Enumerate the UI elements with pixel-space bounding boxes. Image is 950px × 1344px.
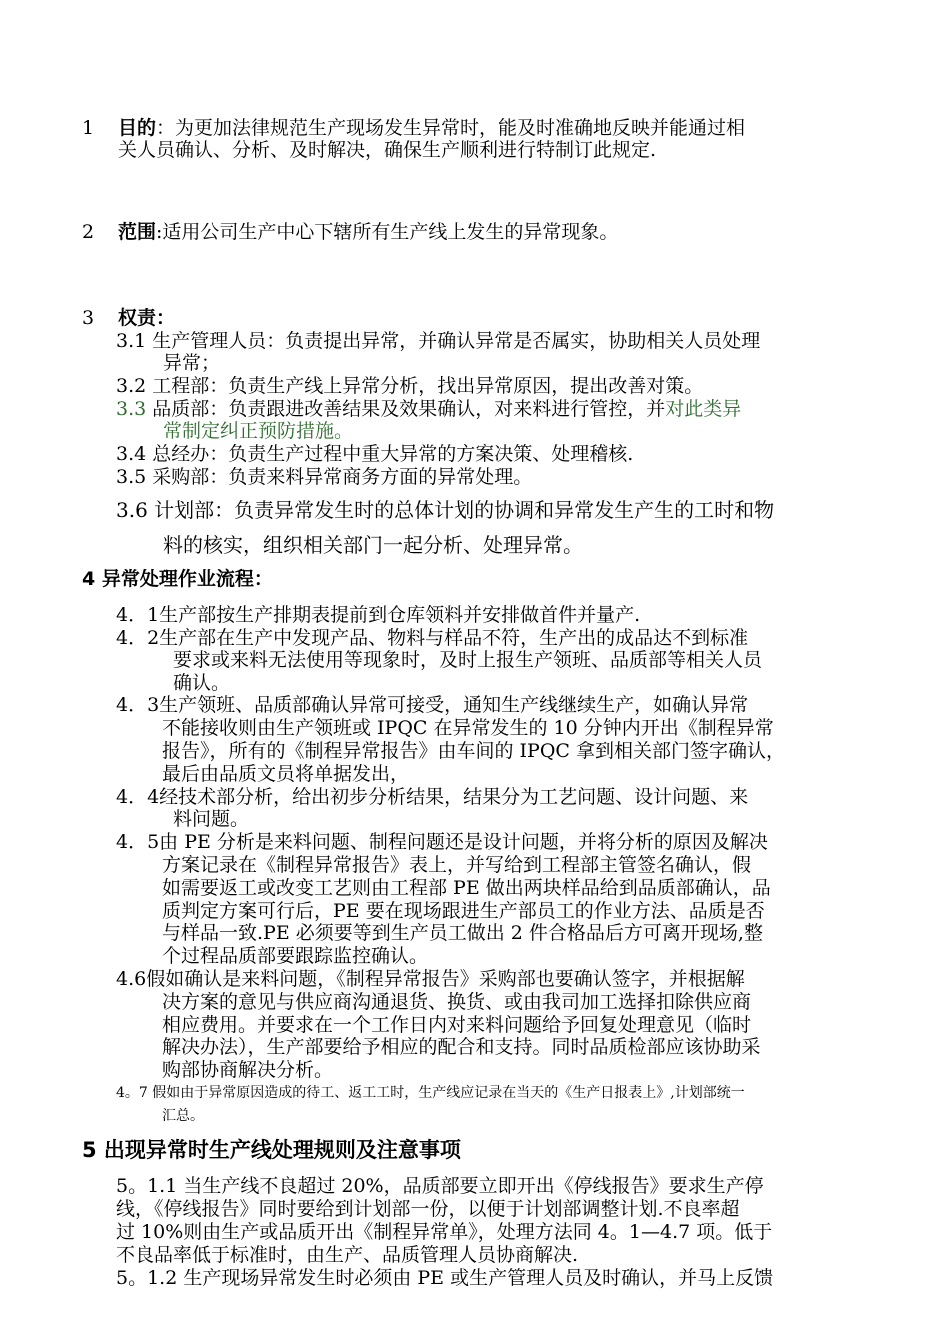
section-5-heading: 5 出现异常时生产线处理规则及注意事项 — [82, 1138, 461, 1162]
step-4-1: 4．1生产部按生产排期表提前到仓库领料并安排做首件并量产. — [116, 604, 641, 626]
item-3-3-number: 3.3 — [116, 398, 147, 420]
step-4-5-line-3: 如需要返工或改变工艺则由工程部 PE 做出两块样品给到品质部确认，品 — [162, 877, 771, 899]
item-3-3-text-end: 对此类异 — [665, 398, 742, 420]
step-4-6-line-2: 决方案的意见与供应商沟通退货、换货、或由我司加工选择扣除供应商 — [162, 991, 752, 1013]
section-4-heading: 4 异常处理作业流程： — [82, 568, 273, 590]
item-3-3-text: 品质部：负责跟进改善结果及效果确认，对来料进行管控，并 — [146, 398, 666, 420]
item-3-6-line-1: 3.6 计划部：负责异常发生时的总体计划的协调和异常发生产生的工时和物 — [116, 498, 775, 522]
step-4-7-line-2: 汇总。 — [162, 1108, 204, 1124]
rule-5-1-2-line-1: 5。1.2 生产现场异常发生时必须由 PE 或生产管理人员及时确认，并马上反馈 — [116, 1267, 774, 1289]
rule-5-1-1-line-1: 5。1.1 当生产线不良超过 20%，品质部要立即开出《停线报告》要求生产停 — [116, 1175, 764, 1197]
item-3-1-line-2: 异常； — [163, 352, 221, 374]
item-3-6-line-2: 料的核实，组织相关部门一起分析、处理异常。 — [163, 533, 583, 557]
rule-5-1-1-line-2: 线，《停线报告》同时要给到计划部一份，以便于计划部调整计划.不良率超 — [116, 1198, 740, 1220]
step-4-6-line-3: 相应费用。并要求在一个工作日内对来料问题给予回复处理意见（临时 — [162, 1014, 752, 1036]
step-4-5-line-6: 个过程品质部要跟踪监控确认。 — [162, 945, 429, 967]
item-3-4: 3.4 总经办：负责生产过程中重大异常的方案决策、处理稽核. — [116, 443, 634, 465]
step-4-7-line-1: 4。7 假如由于异常原因造成的待工、返工工时，生产线应记录在当天的《生产日报表上》,计划部统一 — [116, 1085, 745, 1101]
step-4-3-line-1: 4．3生产领班、品质部确认异常可接受，通知生产线继续生产，如确认异常 — [116, 694, 749, 716]
section-3-number: 3 — [82, 307, 95, 329]
item-3-2: 3.2 工程部：负责生产线上异常分析，找出异常原因，提出改善对策。 — [116, 375, 704, 397]
rule-5-1-1-line-4: 不良品率低于标准时，由生产、品质管理人员协商解决. — [116, 1244, 579, 1266]
step-4-6-line-4: 解决办法），生产部要给予相应的配合和支持。同时品质检部应该协助采 — [162, 1036, 761, 1058]
section-2-title: 范围 — [118, 221, 157, 243]
step-4-6-line-1: 4.6假如确认是来料问题，《制程异常报告》采购部也要确认签字，并根据解 — [116, 968, 745, 990]
item-3-1-line-1: 3.1 生产管理人员：负责提出异常，并确认异常是否属实，协助相关人员处理 — [116, 330, 761, 352]
step-4-3-line-3: 报告》，所有的《制程异常报告》由车间的 IPQC 拿到相关部门签字确认， — [162, 740, 785, 762]
step-4-5-line-4: 质判定方案可行后，PE 要在现场跟进生产部员工的作业方法、品质是否 — [162, 900, 765, 922]
section-2-text: :适用公司生产中心下辖所有生产线上发生的异常现象。 — [156, 221, 619, 243]
section-1-number: 1 — [82, 117, 95, 139]
section-2-number: 2 — [82, 221, 95, 243]
step-4-5-line-2: 方案记录在《制程异常报告》表上，并写给到工程部主管签名确认，假 — [162, 854, 752, 876]
step-4-5-line-1: 4．5由 PE 分析是来料问题、制程问题还是设计问题，并将分析的原因及解决 — [116, 831, 768, 853]
item-3-3-line-2: 常制定纠正预防措施。 — [163, 420, 354, 442]
section-1-text-1: ：为更加法律规范生产现场发生异常时，能及时准确地反映并能通过相 — [156, 117, 746, 139]
section-1-line-2: 关人员确认、分析、及时解决，确保生产顺利进行特制订此规定. — [118, 139, 657, 161]
step-4-3-line-2: 不能接收则由生产领班或 IPQC 在异常发生的 10 分钟内开出《制程异常 — [162, 717, 774, 739]
step-4-2-line-3: 确认。 — [173, 672, 231, 694]
step-4-6-line-5: 购部协商解决分析。 — [162, 1059, 334, 1081]
item-3-3-line-1 — [116, 398, 741, 420]
step-4-2-line-1: 4．2生产部在生产中发现产品、物料与样品不符，生产出的成品达不到标准 — [116, 627, 749, 649]
section-1-title: 目的 — [118, 117, 157, 139]
step-4-4-line-1: 4．4经技术部分析，给出初步分析结果，结果分为工艺问题、设计问题、来 — [116, 786, 749, 808]
rule-5-1-1-line-3: 过 10%则由生产或品质开出《制程异常单》，处理方法同 4。1—4.7 项。低于 — [116, 1221, 773, 1243]
step-4-4-line-2: 料问题。 — [173, 808, 250, 830]
step-4-3-line-4: 最后由品质文员将单据发出， — [162, 763, 410, 785]
step-4-5-line-5: 与样品一致.PE 必须要等到生产员工做出 2 件合格品后方可离开现场,整 — [162, 922, 763, 944]
section-2-line — [118, 221, 618, 243]
step-4-2-line-2: 要求或来料无法使用等现象时，及时上报生产领班、品质部等相关人员 — [173, 649, 763, 671]
section-3-title: 权责： — [118, 307, 176, 329]
section-1-line-1 — [118, 117, 745, 139]
item-3-5: 3.5 采购部：负责来料异常商务方面的异常处理。 — [116, 466, 533, 488]
